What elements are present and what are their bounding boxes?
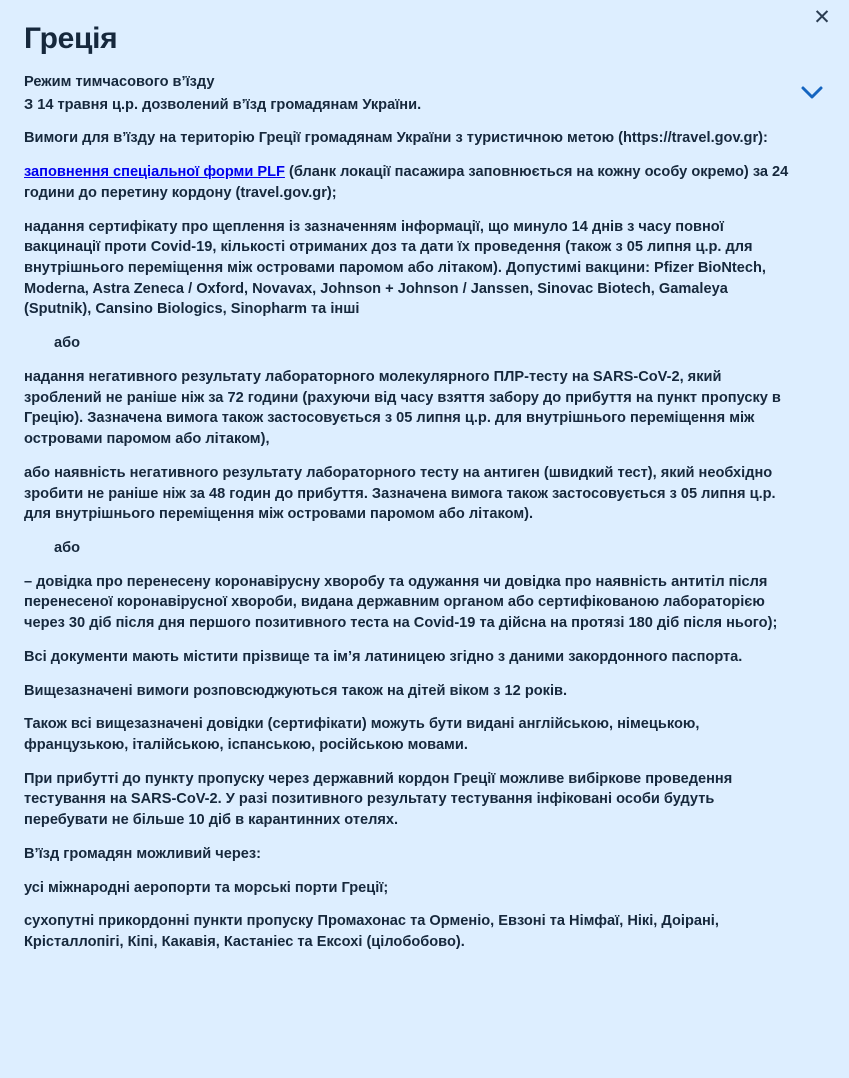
chevron-down-icon[interactable] <box>799 82 825 104</box>
page-title: Греція <box>24 22 118 55</box>
recovery-paragraph: – довідка про перенесену коронавірусну хворобу та одужання чи довідка про наявність антитіл після перенесеної коронавірусної хвороби, видана державним органом або сертифікованою лабораторією через 30 діб після дня першого позитивного теста на Covid-19 та дійсна на протязі 180 діб після нього); <box>24 573 778 632</box>
vaccination-paragraph: надання сертифікату про щеплення із зазначенням інформації, що минуло 14 днів з часу повної вакцинації проти Covid-19, кількості отриманих доз та дати їх проведення (також з 05 липня ц.р. для внутрішнього переміщення між островами паромом або літаком). Допустимі вакцини: Pfizer BioNtech, Moderna, Astra Zeneca / Oxford, Novavax, Johnson + Johnson / Janssen, Sinovac Biotech, Gamaleya (Sputnik), Cansino Biologics, Sinopharm та інші <box>24 218 766 318</box>
intro-line-2: З 14 травня ц.р. дозволений в’їзд громадянам України. <box>24 96 422 113</box>
plf-paragraph <box>24 162 825 203</box>
passport-paragraph: Всі документи мають містити прізвище та ім’я латиницею згідно з даними закордонного паспорта. <box>24 648 743 665</box>
or-separator-2: або <box>54 539 81 556</box>
testing-paragraph: При прибутті до пункту пропуску через державний кордон Греції можливе вибіркове проведення тестування на SARS-CoV-2. У разі позитивного результату тестування інфіковані особи будуть перебувати не більше 10 діб в карантинних отелях. <box>24 770 733 829</box>
plf-form-link[interactable]: заповнення спеціальної форми PLF <box>24 164 285 181</box>
entry-air-paragraph: усі міжнародні аеропорти та морські порти Греції; <box>24 879 389 896</box>
or-separator-1: або <box>54 335 81 352</box>
requirements-heading: Вимоги для в’їзду на територію Греції громадянам України з туристичною метою (https://travel.gov.gr): <box>24 130 768 147</box>
entry-heading: В’їзд громадян можливий через: <box>24 845 261 862</box>
close-icon[interactable]: ✕ <box>813 5 831 29</box>
languages-paragraph: Також всі вищезазначені довідки (сертифікати) можуть бути видані англійською, німецькою, французькою, італійською, іспанською, російською мовами. <box>24 716 700 753</box>
plf-paragraph-rest: (бланк локації пасажира заповнюється на кожну особу окремо) за 24 години до перетину кордону (travel.gov.gr); <box>24 164 789 201</box>
entry-land-paragraph: сухопутні прикордонні пункти пропуску Промахонас та Орменіо, Евзоні та Німфаї, Нікі, Доірані, Крісталлопігі, Кіпі, Какавія, Кастаніес та Ексохі (цілобобово). <box>24 913 719 950</box>
pcr-paragraph: надання негативного результату лабораторного молекулярного ПЛР-тесту на SARS-CoV-2, який зроблений не раніше ніж за 72 години (рахуючи від часу взяття забору до прибуття на пункт пропуску в Грецію). Зазначена вимога також застосовується з 05 липня ц.р. для внутрішнього переміщення між островами паромом або літаком), <box>24 368 781 448</box>
children-paragraph: Вищезазначені вимоги розповсюджуються також на дітей віком з 12 років. <box>24 682 568 699</box>
document-body <box>24 72 825 953</box>
antigen-paragraph: або наявність негативного результату лабораторного тесту на антиген (швидкий тест), який необхідно зробити не раніше ніж за 48 годин до прибуття. Зазначена вимога також застосовується з 05 липня ц.р. для внутрішнього переміщення між островами паромом або літаком). <box>24 464 776 523</box>
intro-line-1: Режим тимчасового в’їзду <box>24 74 215 90</box>
